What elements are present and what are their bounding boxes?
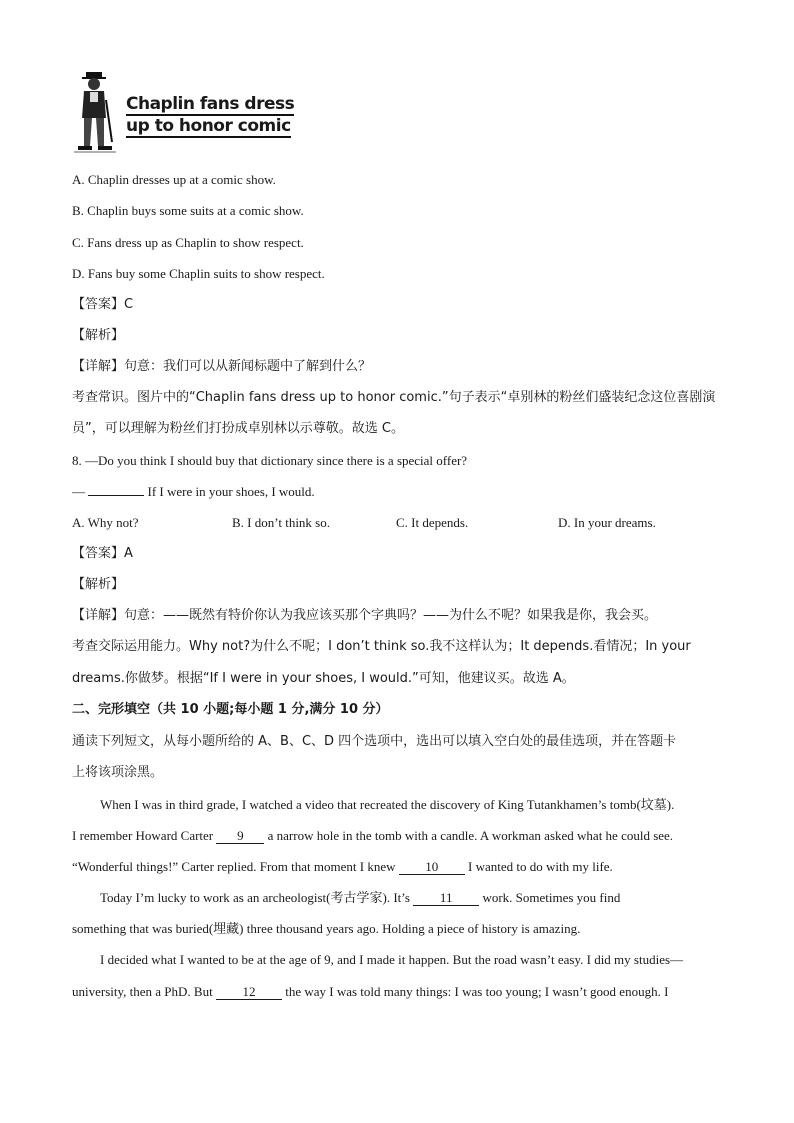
q7-option-d: D. Fans buy some Chaplin suits to show respect. [72, 266, 325, 281]
passage-line-7 [72, 983, 734, 1001]
blank-11: 11 [413, 891, 479, 906]
headline-line-1: Chaplin fans dress [126, 94, 295, 114]
passage-line-4 [100, 889, 734, 907]
q7-option-b: B. Chaplin buys some suits at a comic show. [72, 203, 304, 218]
passage-text: university, then a PhD. But [72, 984, 216, 999]
section-2-instruction-2: 上将该项涂黑。 [72, 765, 164, 780]
passage-text: a narrow hole in the tomb with a candle. A workman asked what he could see. [264, 828, 674, 843]
q8-detail-1: 【详解】句意：——既然有特价你认为我应该买那个字典吗？——为什么不呢？如果我是你，我会买。 [72, 608, 658, 623]
q8-detail-3: dreams.你做梦。根据“If I were in your shoes, I would.”可知，他建议买。故选 A。 [72, 671, 575, 686]
q8-analysis-label: 【解析】 [72, 577, 125, 592]
passage-text: the way I was told many things: I was too young; I wasn’t good enough. I [281, 984, 669, 999]
q7-detail-3: 员”，可以理解为粉丝们打扮成卓别林以示尊敬。故选 C。 [72, 421, 404, 436]
q8-detail-2: 考查交际运用能力。Why not?为什么不呢；I don’t think so.我不这样认为；It depends.看情况；In your [72, 639, 691, 654]
q8-answer: 【答案】A [72, 546, 133, 561]
q7-detail-1: 【详解】句意：我们可以从新闻标题中了解到什么？ [72, 359, 372, 374]
passage-line-2 [72, 827, 734, 845]
passage-text: work. Sometimes you find [479, 890, 621, 905]
q8-reply-suffix: If I were in your shoes, I would. [144, 484, 315, 499]
q7-option-c: C. Fans dress up as Chaplin to show respect. [72, 235, 304, 250]
q8-option-c: C. It depends. [396, 515, 469, 530]
q8-reply [72, 483, 734, 501]
q8-blank [88, 495, 144, 496]
blank-10: 10 [399, 860, 465, 875]
passage-line-6: I decided what I wanted to be at the age of 9, and I made it happen. But the road wasn’t easy. I did my studies— [100, 952, 684, 967]
passage-line-3 [72, 858, 734, 876]
chaplin-figure-icon [72, 70, 116, 154]
chaplin-headline-image [72, 70, 312, 154]
blank-12: 12 [216, 985, 282, 1000]
headline-line-2: up to honor comic [126, 116, 291, 136]
blank-9: 9 [216, 829, 264, 844]
passage-line-5: something that was buried(埋藏) three thousand years ago. Holding a piece of history is amazing. [72, 921, 581, 936]
q8-reply-prefix: — [72, 484, 89, 499]
q8-option-d: D. In your dreams. [558, 515, 656, 530]
q7-option-a: A. Chaplin dresses up at a comic show. [72, 172, 276, 187]
section-2-instruction-1: 通读下列短文，从每小题所给的 A、B、C、D 四个选项中，选出可以填入空白处的最佳选项，并在答题卡 [72, 734, 677, 749]
passage-text: I remember Howard Carter [72, 828, 217, 843]
passage-text: “Wonderful things!” Carter replied. From that moment I knew [72, 859, 399, 874]
q7-analysis-label: 【解析】 [72, 328, 125, 343]
q8-option-b: B. I don’t think so. [232, 515, 330, 530]
q7-answer: 【答案】C [72, 297, 134, 312]
passage-line-1: When I was in third grade, I watched a video that recreated the discovery of King Tutankhamen’s tomb(坟墓). [100, 797, 675, 812]
section-2-title: 二、完形填空（共 10 小题;每小题 1 分,满分 10 分） [72, 702, 389, 717]
q7-detail-2: 考查常识。图片中的“Chaplin fans dress up to honor comic.”句子表示“卓别林的粉丝们盛装纪念这位喜剧演 [72, 390, 716, 405]
q8-option-a: A. Why not? [72, 515, 139, 530]
passage-text: I wanted to do with my life. [464, 859, 613, 874]
q8-question: 8. —Do you think I should buy that dictionary since there is a special offer? [72, 453, 468, 468]
passage-text: Today I’m lucky to work as an archeologist(考古学家). It’s [100, 890, 414, 905]
